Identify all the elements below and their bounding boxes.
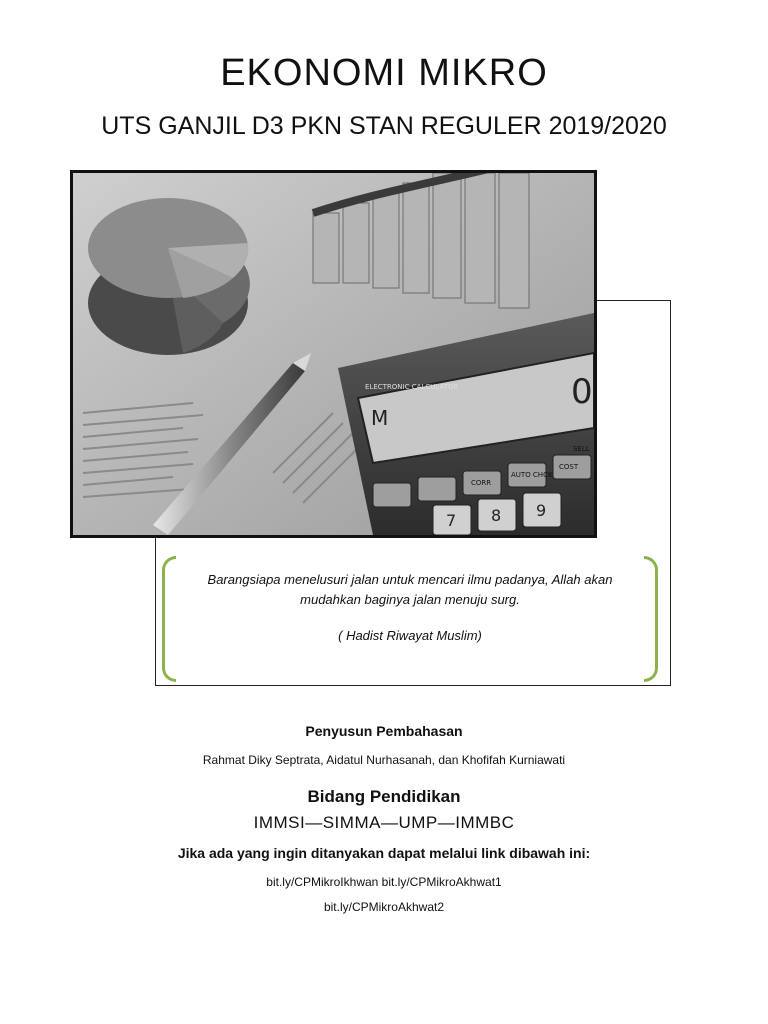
penyusun-heading: Penyusun Pembahasan bbox=[305, 723, 463, 739]
key-auto-chck: AUTO CHCK bbox=[511, 471, 553, 479]
bidang-heading: Bidang Pendidikan bbox=[307, 787, 461, 806]
document-subtitle: UTS GANJIL D3 PKN STAN REGULER 2019/2020 bbox=[101, 112, 667, 140]
key-8: 8 bbox=[491, 506, 502, 525]
contact-links-line-2[interactable]: bit.ly/CPMikroAkhwat2 bbox=[323, 900, 445, 914]
calculator-display: 0 bbox=[571, 372, 593, 412]
pie-chart-graphic bbox=[88, 198, 250, 355]
key-cost: COST bbox=[559, 463, 579, 471]
quote-text: Barangsiapa menelusuri jalan untuk mencari ilmu padanya, Allah akan mudahkan baginya jalan menuju surg. bbox=[207, 572, 613, 607]
quote-bracket-left bbox=[162, 556, 176, 682]
document-title: EKONOMI MIKRO bbox=[220, 52, 548, 94]
key-sell: SELL bbox=[573, 445, 590, 453]
cover-photo bbox=[70, 170, 597, 538]
quote-box bbox=[162, 556, 658, 684]
quote-source: ( Hadist Riwayat Muslim) bbox=[338, 628, 482, 643]
contact-links-line-1[interactable]: bit.ly/CPMikroIkhwan bit.ly/CPMikroAkhwat1 bbox=[266, 875, 502, 889]
calculator-memory: M bbox=[371, 406, 389, 430]
calculator-brand-label: ELECTRONIC CALCULATOR bbox=[365, 383, 459, 391]
key-7: 7 bbox=[446, 511, 457, 530]
bidang-orgs: IMMSI—SIMMA—UMP—IMMBC bbox=[253, 813, 515, 832]
key-9: 9 bbox=[536, 501, 547, 520]
key-corr: CORR bbox=[471, 479, 492, 487]
quote-bracket-right bbox=[644, 556, 658, 682]
penyusun-names: Rahmat Diky Septrata, Aidatul Nurhasanah, dan Khofifah Kurniawati bbox=[202, 753, 566, 767]
contact-prompt: Jika ada yang ingin ditanyakan dapat melalui link dibawah ini: bbox=[177, 845, 591, 861]
